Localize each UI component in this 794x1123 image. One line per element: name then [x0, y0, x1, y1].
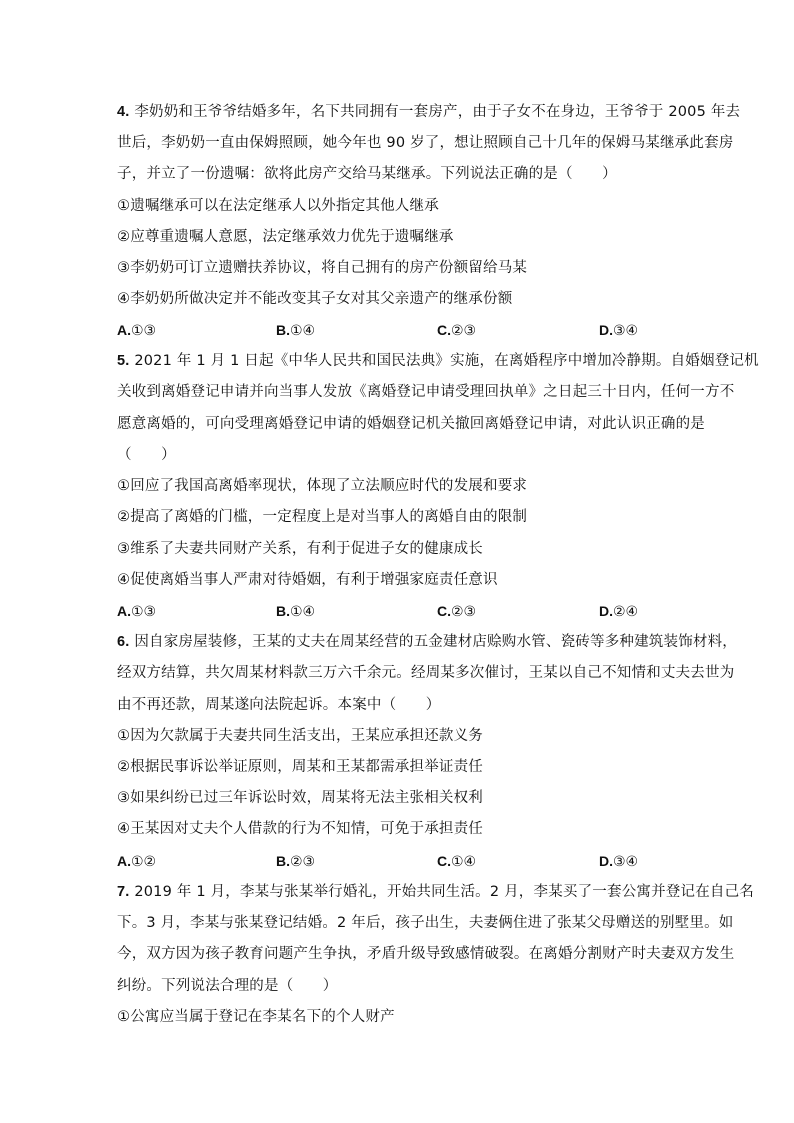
question-5-stem-line-4: （ ）: [117, 447, 176, 463]
question-5-stem-line-3: 愿意离婚的，可向受理离婚登记申请的婚姻登记机关撤回离婚登记申请，对此认识正确的是: [117, 416, 705, 432]
question-7-stem-line-4: 纠纷。下列说法合理的是（ ）: [117, 978, 338, 994]
question-7-number: 7.: [117, 884, 130, 900]
question-4-option-d: D.③④: [599, 322, 639, 339]
question-4-stem-line-2: 世后，李奶奶一直由保姆照顾，她今年也 90 岁了，想让照顾自己十几年的保姆马某继承此套房: [117, 135, 734, 151]
question-5-stem-text-1: 2021 年 1 月 1 日起《中华人民共和国民法典》实施，在离婚程序中增加冷静期。自婚姻登记机: [134, 353, 759, 369]
question-7-stem-line-2: 下。3 月，李某与张某登记结婚。2 年后，孩子出生，夫妻俩住进了张某父母赠送的别墅里。如: [117, 915, 734, 931]
question-5-statement-2: ②提高了离婚的门槛，一定程度上是对当事人的离婚自由的限制: [117, 509, 528, 525]
question-7-stem-text-1: 2019 年 1 月，李某与张某举行婚礼，开始共同生活。2 月，李某买了一套公寓并登记在自己名: [134, 884, 754, 900]
question-4-option-a: A.①③: [117, 322, 157, 339]
question-5-option-a: A.①③: [117, 603, 157, 620]
question-5-stem-line-1: [117, 351, 759, 371]
question-6-statement-1: ①因为欠款属于夫妻共同生活支出，王某应承担还款义务: [117, 728, 483, 744]
question-6-stem-line-2: 经双方结算，共欠周某材料款三万六千余元。经周某多次催讨，王某以自己不知情和丈夫去世为: [117, 665, 735, 681]
question-4-option-b: B.①④: [276, 322, 316, 339]
question-6-statement-3: ③如果纠纷已过三年诉讼时效，周某将无法主张相关权利: [117, 790, 483, 806]
question-5-option-d: D.②④: [599, 603, 639, 620]
question-6-statement-4: ④王某因对丈夫个人借款的行为不知情，可免于承担责任: [117, 821, 483, 837]
question-4-statement-4: ④李奶奶所做决定并不能改变其子女对其父亲遗产的继承份额: [117, 291, 513, 307]
question-6-option-d: D.③④: [599, 853, 639, 870]
question-4-statement-1: ①遗嘱继承可以在法定继承人以外指定其他人继承: [117, 198, 439, 214]
question-4-statement-2: ②应尊重遗嘱人意愿，法定继承效力优先于遗嘱继承: [117, 229, 454, 245]
question-4-stem-text-1: 李奶奶和王爷爷结婚多年，名下共同拥有一套房产，由于子女不在身边，王爷爷于 2005 年去: [134, 104, 741, 120]
question-7-statement-1: ①公寓应当属于登记在李某名下的个人财产: [117, 1009, 395, 1025]
question-6-stem-line-3: 由不再还款，周某遂向法院起诉。本案中（ ）: [117, 697, 441, 713]
question-4-stem-line-1: [117, 102, 740, 122]
question-4-stem-line-3: 子，并立了一份遗嘱：欲将此房产交给马某继承。下列说法正确的是（ ）: [117, 166, 617, 182]
question-5-statement-4: ④促使离婚当事人严肃对待婚姻，有利于增强家庭责任意识: [117, 572, 498, 588]
question-4-statement-3: ③李奶奶可订立遗赠扶养协议，将自己拥有的房产份额留给马某: [117, 260, 528, 276]
question-6-number: 6.: [117, 634, 130, 650]
question-5-option-b: B.①④: [276, 603, 316, 620]
question-6-stem-line-1: [117, 632, 737, 652]
question-5-option-c: C.②③: [437, 603, 477, 620]
question-6-stem-text-1: 因自家房屋装修，王某的丈夫在周某经营的五金建材店赊购水管、瓷砖等多种建筑装饰材料，: [134, 634, 738, 650]
question-4-option-c: C.②③: [437, 322, 477, 339]
question-5-number: 5.: [117, 353, 130, 369]
question-5-stem-line-2: 关收到离婚登记申请并向当事人发放《离婚登记申请受理回执单》之日起三十日内，任何一方不: [117, 384, 735, 400]
question-4-number: 4.: [117, 104, 130, 120]
question-7-stem-line-3: 今，双方因为孩子教育问题产生争执，矛盾升级导致感情破裂。在离婚分割财产时夫妻双方发生: [117, 946, 735, 962]
question-5-statement-1: ①回应了我国高离婚率现状，体现了立法顺应时代的发展和要求: [117, 478, 528, 494]
question-6-option-c: C.①④: [437, 853, 477, 870]
question-6-statement-2: ②根据民事诉讼举证原则，周某和王某都需承担举证责任: [117, 759, 483, 775]
question-7-stem-line-1: [117, 882, 754, 902]
question-6-option-a: A.①②: [117, 853, 157, 870]
question-6-option-b: B.②③: [276, 853, 316, 870]
question-5-statement-3: ③维系了夫妻共同财产关系，有利于促进子女的健康成长: [117, 541, 483, 557]
